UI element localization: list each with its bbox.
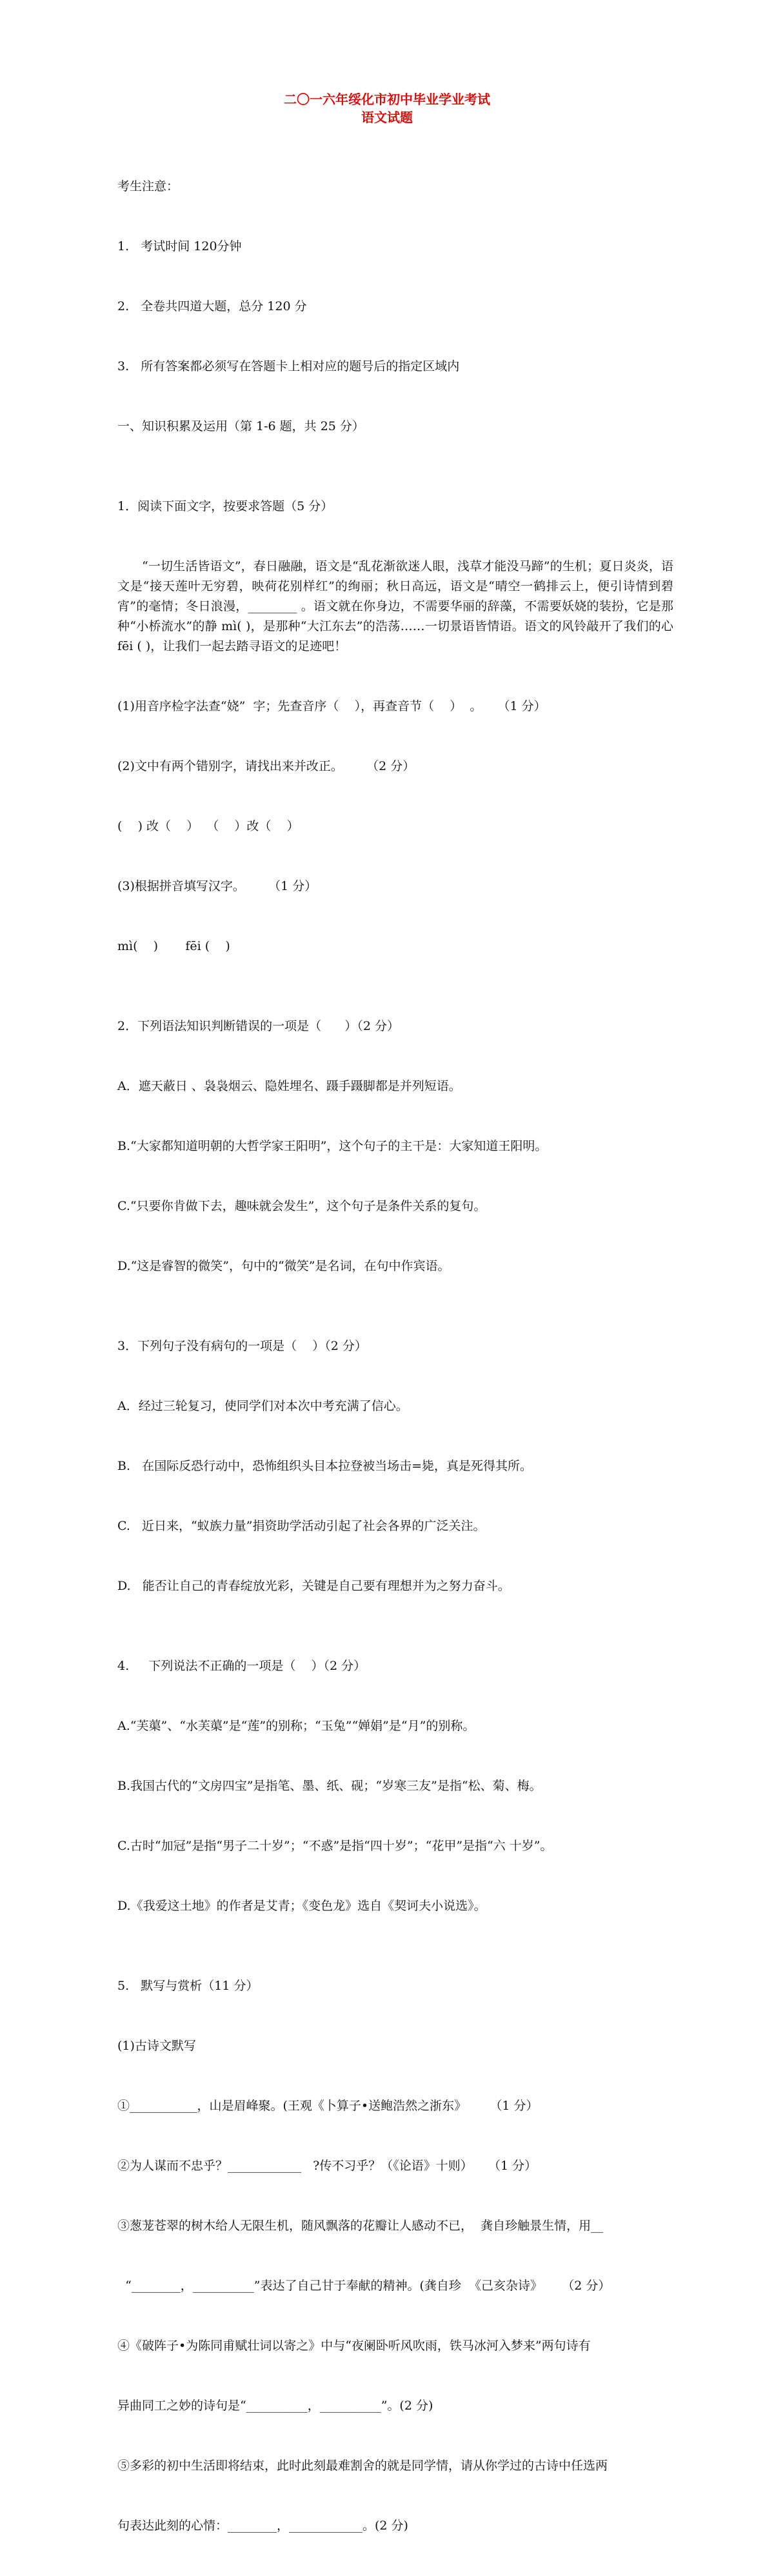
question-2-option: B.“大家都知道明朝的大哲学家王阳明”，这个句子的主干是：大家知道王阳明。 xyxy=(117,1139,548,1153)
question-4-option: C.古时“加冠”是指“男子二十岁”；“不惑”是指“四十岁”；“花甲”是指“六 十岁”。 xyxy=(117,1839,553,1853)
question-3-option: B. 在国际反恐行动中，恐怖组织头目本拉登被当场击=毙，真是死得其所。 xyxy=(117,1459,533,1473)
question-1-sub3-blanks: mì( ) fēi ( ) xyxy=(117,939,230,953)
exam-content xyxy=(117,137,673,2576)
question-1-stem: 1．阅读下面文字，按要求答题（5 分） xyxy=(117,499,333,513)
question-2-stem: 2．下列语法知识判断错误的一项是（ ）（2 分） xyxy=(117,1019,399,1033)
section-heading: 一、知识积累及运用（第 1-6 题，共 25 分） xyxy=(117,419,364,433)
question-5-item: ①___________，山是眉峰聚。(王观《卜算子•送鲍浩然之浙东》 （1 分） xyxy=(117,2099,539,2113)
notice-item: 3. 所有答案都必须写在答题卡上相对应的题号后的指定区域内 xyxy=(117,359,460,373)
question-4-option: B.我国古代的“文房四宝”是指笔、墨、纸、砚；“岁寒三友”是指“松、菊、梅。 xyxy=(117,1779,542,1793)
question-1-sub2: (2)文中有两个错别字，请找出来并改正。 （2 分） xyxy=(117,759,415,773)
question-2-option: C.“只要你肯做下去，趣味就会发生”，这个句子是条件关系的复句。 xyxy=(117,1199,486,1213)
question-4-option: A.“芙蕖”、“水芙蕖”是“莲”的别称；“玉兔”“婵娟”是“月”的别称。 xyxy=(117,1719,475,1733)
question-3-option: A．经过三轮复习，使同学们对本次中考充满了信心。 xyxy=(117,1399,408,1413)
notice-item: 2. 全卷共四道大题，总分 120 分 xyxy=(117,299,307,313)
question-3-option: C. 近日来，“蚁族力量”捐资助学活动引起了社会各界的广泛关注。 xyxy=(117,1519,486,1533)
question-3-option: D. 能否让自己的青春绽放光彩，关键是自己要有理想并为之努力奋斗。 xyxy=(117,1579,510,1593)
question-5-item: ④《破阵子•为陈同甫赋壮词以寄之》中与“夜阑卧听风吹雨，铁马冰河入梦来”两句诗有 xyxy=(117,2339,591,2353)
question-5-item: ③葱茏苍翠的树木给人无限生机，随风飘落的花瓣让人感动不已， 龚自珍触景生情，用__ xyxy=(117,2219,604,2233)
question-1-passage: “一切生活皆语文”，春日融融，语文是“乱花渐欲迷人眼，浅草才能没马蹄”的生机；夏日炎炎，语文是“接天莲叶无穷碧，映荷花别样红”的绚丽；秋日高远，语文是“晴空一鹤排云上，便引诗情到碧宵”的毫情；冬日浪漫，________ 。语文就在你身边，不需要华丽的辞藻，不需要妖娆的装扮，它是那种“小桥流水”的静 mì( )，是那种“大江东去”的浩荡……一切景语皆情语。语文的风铃敲开了我们的心 fēi ( )，让我们一起去踏寻语文的足迹吧！ xyxy=(117,559,673,653)
question-4-option: D.《我爱这土地》的作者是艾青；《变色龙》选自《契诃夫小说选》。 xyxy=(117,1899,486,1913)
notice-item: 1. 考试时间 120分钟 xyxy=(117,239,242,253)
question-1-sub2-blanks: ( ) 改（ ） （ ）改（ ） xyxy=(117,819,299,833)
notice-heading: 考生注意： xyxy=(117,179,179,193)
question-5-part: (1)古诗文默写 xyxy=(117,2039,196,2053)
question-5-item: ⑤多彩的初中生活即将结束，此时此刻最难割舍的就是同学情，请从你学过的古诗中任选两 xyxy=(117,2459,608,2473)
question-5-item: 异曲同工之妙的诗句是“__________，__________”。(2 分) xyxy=(117,2399,433,2413)
question-2-option: A．遮天蔽日 、袅袅烟云、隐姓埋名、蹑手蹑脚都是并列短语。 xyxy=(117,1079,461,1093)
question-5-item: ②为人谋而不忠乎？____________ ?传不习乎？（《论语》十则） （1 分） xyxy=(117,2159,537,2173)
question-5-stem: 5. 默写与赏析（11 分） xyxy=(117,1979,259,1993)
question-2-option: D.“这是睿智的微笑”，句中的“微笑”是名词，在句中作宾语。 xyxy=(117,1259,450,1273)
question-1-sub1: (1)用音序检字法查“娆” 字；先查音序（ ），再查音节（ ） 。 （1 分） xyxy=(117,699,546,713)
question-3-stem: 3．下列句子没有病句的一项是（ ）（2 分） xyxy=(117,1339,367,1353)
question-1-sub3: (3)根据拼音填写汉字。 （1 分） xyxy=(117,879,317,893)
question-5-item: 句表达此刻的心情：________，____________。(2 分) xyxy=(117,2519,408,2533)
exam-title: 二〇一六年绥化市初中毕业学业考试 xyxy=(284,92,490,107)
exam-subtitle: 语文试题 xyxy=(361,110,413,125)
question-4-stem: 4. 下列说法不正确的一项是（ ）（2 分） xyxy=(117,1659,366,1673)
question-5-item: “________，__________”表达了自己甘于奉献的精神。(龚自珍 《己亥杂诗》 （2 分） xyxy=(117,2279,611,2293)
